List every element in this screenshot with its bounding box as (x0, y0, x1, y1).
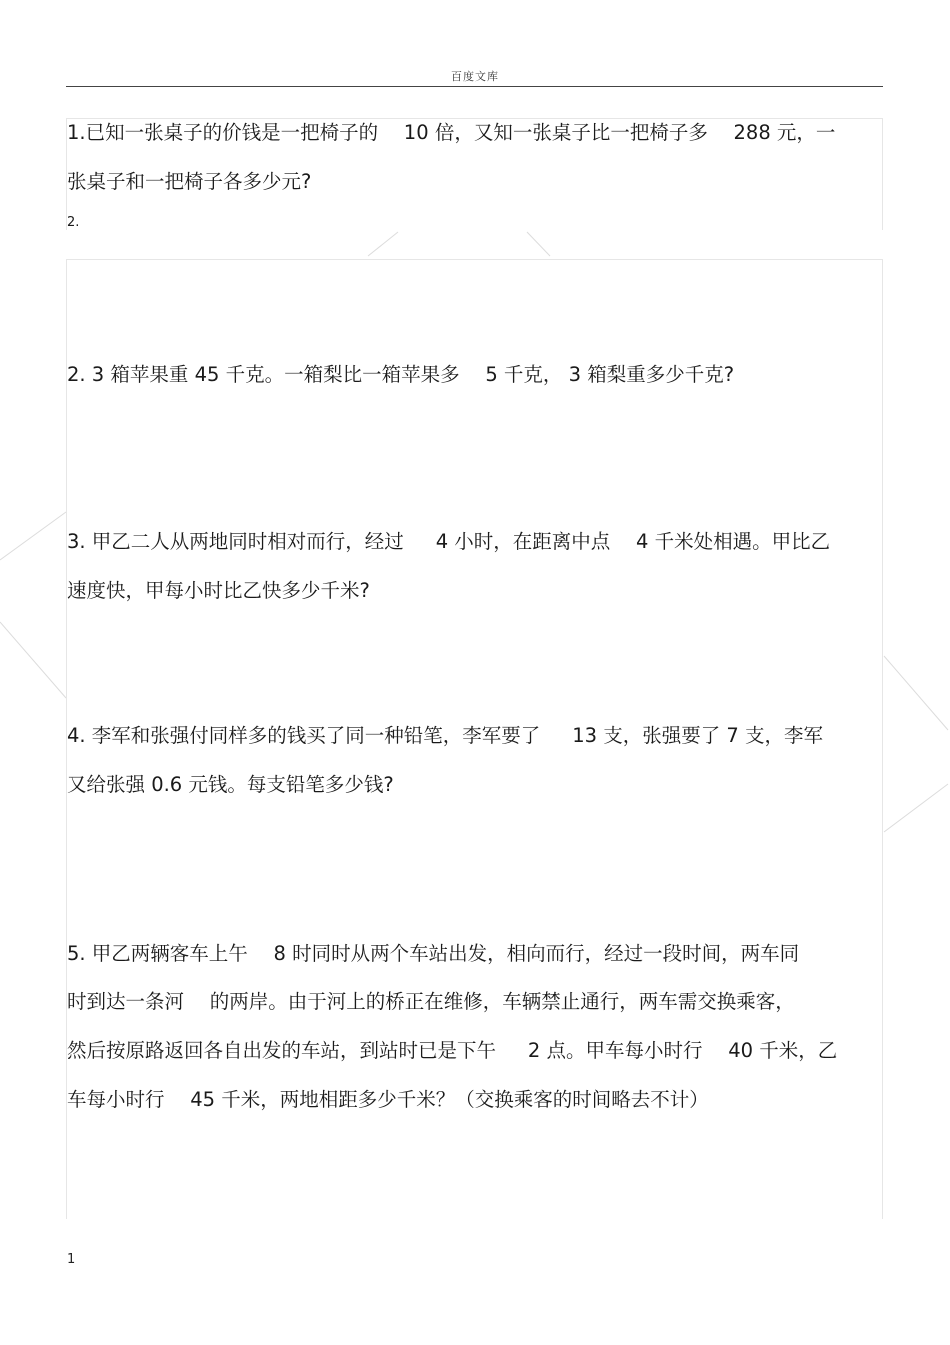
box-border-top (66, 118, 882, 119)
box-border-mid (66, 259, 883, 260)
problem-1-line-1: 1.已知一张桌子的价钱是一把椅子的 10 倍，又知一张桌子比一把椅子多 288 元，一 (67, 121, 836, 144)
page-header: 百度文库 (451, 70, 499, 83)
problem-2-line-1: 2. 3 箱苹果重 45 千克。一箱梨比一箱苹果多 5 千克， 3 箱梨重多少千克? (67, 363, 735, 386)
column-border-right-top (882, 118, 883, 230)
problem-2-label: 2. (67, 215, 80, 230)
page-number: 1 (67, 1252, 76, 1267)
problem-5-line-2: 时到达一条河 的两岸。由于河上的桥正在维修，车辆禁止通行，两车需交换乘客， (67, 990, 795, 1013)
problem-3-line-2: 速度快，甲每小时比乙快多少千米? (67, 579, 370, 602)
column-border-right (882, 259, 883, 1219)
problem-1-line-2: 张桌子和一把椅子各多少元? (67, 170, 312, 193)
problem-4-line-2: 又给张强 0.6 元钱。每支铅笔多少钱? (67, 773, 394, 796)
problem-5-line-4: 车每小时行 45 千米，两地相距多少千米？（交换乘客的时间略去不计） (67, 1088, 709, 1111)
problem-4-line-1: 4. 李军和张强付同样多的钱买了同一种铅笔，李军要了 13 支，张强要了 7 支，李军 (67, 724, 824, 747)
problem-5-line-1: 5. 甲乙两辆客车上午 8 时同时从两个车站出发，相向而行，经过一段时间，两车同 (67, 942, 800, 965)
problem-5-line-3: 然后按原路返回各自出发的车站，到站时已是下午 2 点。甲车每小时行 40 千米，乙 (67, 1039, 838, 1062)
problem-3-line-1: 3. 甲乙二人从两地同时相对而行，经过 4 小时，在距离中点 4 千米处相遇。甲比乙 (67, 530, 831, 553)
header-rule (66, 86, 883, 87)
